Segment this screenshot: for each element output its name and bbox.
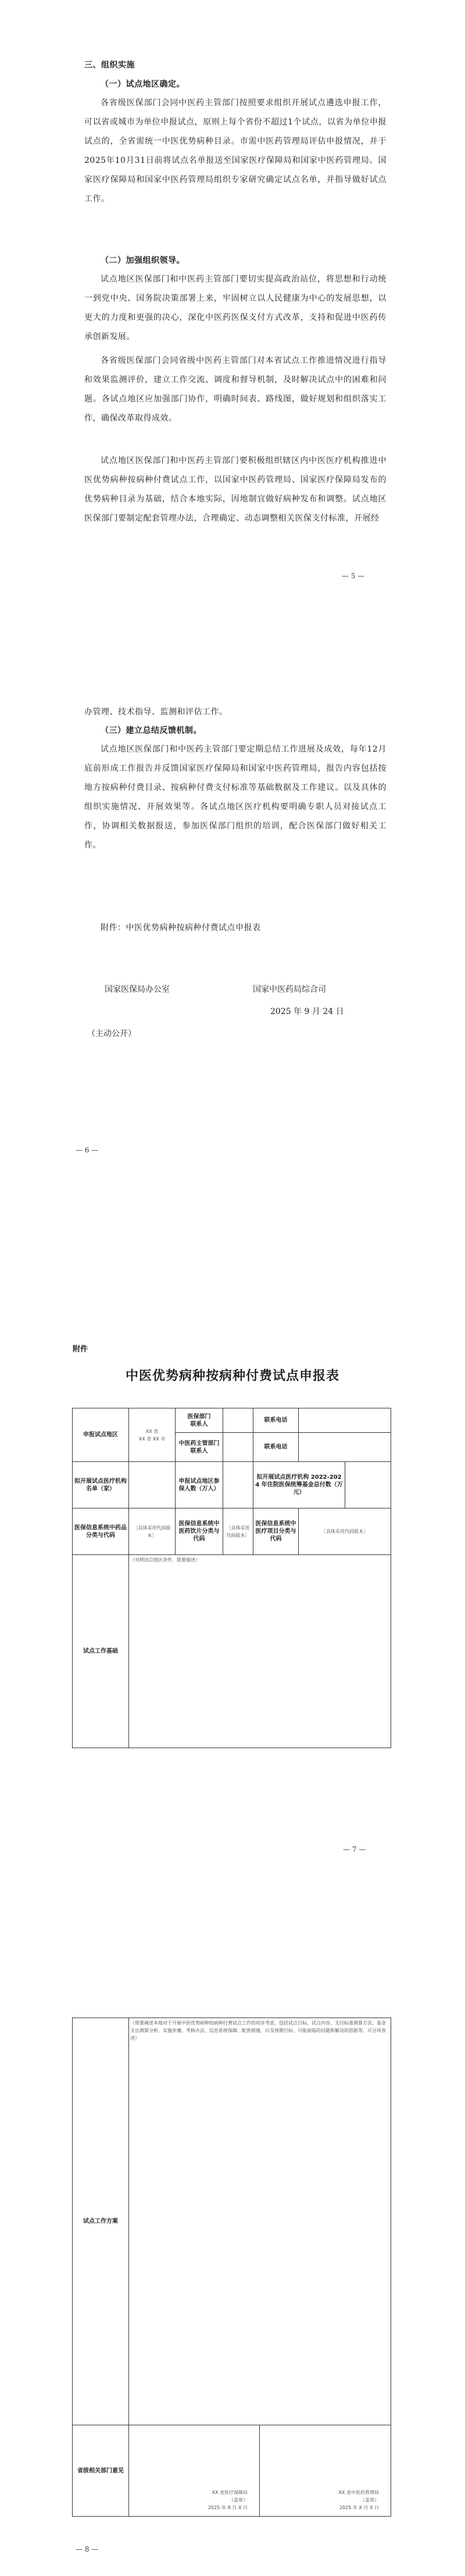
procedure-code-label: 医保信息系统中医疗项目分类与代码: [253, 1508, 299, 1555]
page-number-5: — 5 —: [342, 572, 365, 580]
region-value: XX 省 XX 省 XX 市: [129, 1408, 176, 1462]
section-heading: 三、组织实施: [84, 61, 135, 70]
paragraph-3: 各省级医保部门会同省级中医药主管部门对本省试点工作推进情况进行指导和效果监测评价，建立工作交流、调度和督导机制，及时解决试点中的困难和问题。各试点地区应加强部门协作，明确时间表、路线图，做好规划和组织落实工作，确保改革取得成效。: [84, 356, 387, 423]
subsection-heading-3: （三）建立总结反馈机制。: [101, 726, 202, 735]
signature-right: 国家中医药局综合司: [253, 985, 326, 994]
paragraph-2: 试点地区医保部门和中医药主管部门要切实提高政治站位，将思想和行动统一到党中央、国务院决策部署上来，牢固树立以人民健康为中心的发展思想，以更大的力度和更强的决心，深化中医药医保支付方式改革，支持和促进中医药传承创新发展。: [84, 275, 387, 341]
hospital-count-value: [129, 1462, 176, 1508]
paragraph-1: 各省级医保部门会同中医药主管部门按照要求组织开展试点遴选申报工作，可以省或城市为单位申报试点，原则上每个省份不超过1个试点，以省为单位申报试点的，全省需统一中医优势病种目录。市需中医药管理局评估申报情况，并于2025年10月31日前将试点名单报送至国家医疗保障局和国家中医药管理局。国家医疗保障局和国家中医药管理局组织专家研究确定试点名单，并指导做好试点工作。: [84, 98, 387, 204]
application-form-table: [72, 1408, 391, 1748]
attachment-reference: 附件：中医优势病种按病种付费试点申报表: [101, 923, 261, 933]
paragraph-6: 试点地区医保部门和中医药主管部门要定期总结工作进展及成效，每年12月底前形成工作报告并反馈国家医疗保障局和国家中医药管理局，报告内容包括按地方按病种付费目录、按病种付费支付标准等基础数据及工作建议。以及具体的组织实施情况、开展效果等。各试点地区医疗机构要明确专职人员对接试点工作，协调相关数据报送，参加医保部门组织的培训，配合医保部门做好相关工作。: [84, 745, 387, 850]
drug-code-label: 医保信息系统中药品分类与代码: [73, 1508, 129, 1555]
public-note: （主动公开）: [87, 1029, 136, 1038]
herb-code-value: ［具体采用代码版本］: [223, 1508, 253, 1555]
form-title: 中医优势病种按病种付费试点申报表: [125, 1369, 339, 1383]
insured-count-label: 申报试点地区参保人数（万人）: [176, 1462, 223, 1508]
subsection-heading-2: （二）加强组织领导。: [101, 256, 185, 265]
page-number-8: — 8 —: [76, 2545, 99, 2553]
paragraph-5-continued: 办管理、技术指导、监测和评估工作。: [84, 707, 228, 717]
application-form-table-continued: [72, 2018, 391, 2517]
issue-date: 2025 年 9 月 24 日: [270, 1007, 344, 1016]
tcm-phone-value: [299, 1433, 391, 1462]
herb-code-label: 医保信息系统中医药饮片分类与代码: [176, 1508, 223, 1555]
subsection-heading-1: （一）试点地区确定。: [101, 80, 185, 89]
fund-total-label: 拟开展试点医疗机构 2022-2024 年住院医保统筹基金总付数（万元）: [253, 1462, 345, 1508]
insurance-contact-label: 医保部门 联系人: [176, 1408, 223, 1433]
paragraph-4: 试点地区医保部门和中医药主管部门要积极组织辖区内中医医疗机构推进中医优势病种按病种付费试点工作，以国家中医药管理局、国家医疗保障局发布的优势病种目录为基础，结合本地实际，因地制宜做好病种发布和调整。试点地区医保部门要制定配套管理办法，合理确定、动态调整相关医保支付标准，开展经: [84, 456, 387, 523]
insured-count-value: [223, 1462, 253, 1508]
page-number-7: — 7 —: [343, 1845, 366, 1853]
insurance-contact-value: [223, 1408, 253, 1433]
signature-left: 国家医保局办公室: [105, 985, 170, 994]
fund-total-value: [345, 1462, 391, 1508]
drug-code-value: ［具体采用代码版本］: [129, 1508, 176, 1555]
insurance-phone-value: [299, 1408, 391, 1433]
attachment-label: 附件: [73, 1345, 88, 1354]
work-foundation-label: 试点工作基础: [73, 1555, 129, 1748]
tcm-contact-label: 中医药主管部门 联系人: [176, 1433, 223, 1462]
work-plan-value: （简要阐述本地对于开展中医优势病种按病种付费试点工作的初步考虑，包括试点目标、试点内容、支付标准测算方法、基金支出测算分析、实施步骤、考核办法、信息系统保障、配套措施、以及预期目标、可能面临的问题和解决的思路等，可分项表述）: [129, 2018, 391, 2425]
procedure-code-value: ［具体采用代码版本］: [299, 1508, 391, 1555]
page-number-6: — 6 —: [76, 1146, 99, 1154]
tcm-contact-value: [223, 1433, 253, 1462]
provincial-insurance-seal: XX 省医疗保障局 （盖章） 2025 年 X 月 X 日: [129, 2425, 260, 2517]
provincial-tcm-seal: XX 省中医药管理局 （盖章） 2025 年 X 月 X 日: [260, 2425, 391, 2517]
provincial-opinion-label: 省级相关部门意见: [73, 2425, 129, 2517]
insurance-phone-label: 联系电话: [253, 1408, 299, 1433]
work-foundation-value: （对照试点地区条件，简要描述）: [129, 1555, 391, 1748]
hospital-count-label: 拟开展试点医疗机构名单（家）: [73, 1462, 129, 1508]
region-label: 申报试点地区: [73, 1408, 129, 1462]
tcm-phone-label: 联系电话: [253, 1433, 299, 1462]
work-plan-label: 试点工作方案: [73, 2018, 129, 2425]
